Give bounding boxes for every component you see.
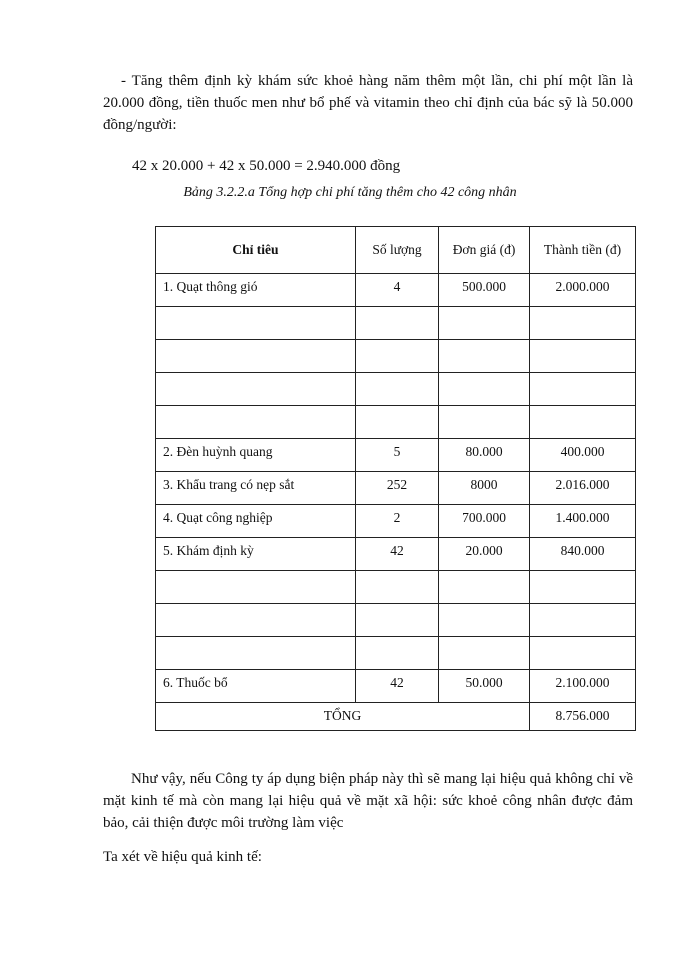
header-indicator: Chỉ tiêu bbox=[156, 227, 356, 274]
cell-unit-price bbox=[439, 373, 530, 406]
table-row bbox=[156, 274, 636, 307]
table-row bbox=[156, 538, 636, 571]
table-row bbox=[156, 604, 636, 637]
table-row bbox=[156, 307, 636, 340]
cell-amount: 2.100.000 bbox=[530, 670, 636, 703]
cell-indicator bbox=[156, 340, 356, 373]
total-label: TỔNG bbox=[156, 703, 530, 731]
cell-amount bbox=[530, 373, 636, 406]
table-header-row bbox=[156, 227, 636, 274]
cell-quantity bbox=[356, 307, 439, 340]
cell-indicator bbox=[156, 571, 356, 604]
cell-indicator: 4. Quạt công nghiệp bbox=[156, 505, 356, 538]
table-row bbox=[156, 571, 636, 604]
cell-indicator bbox=[156, 406, 356, 439]
table-row bbox=[156, 439, 636, 472]
cell-amount: 840.000 bbox=[530, 538, 636, 571]
cell-indicator bbox=[156, 604, 356, 637]
cell-unit-price: 500.000 bbox=[439, 274, 530, 307]
cell-unit-price: 50.000 bbox=[439, 670, 530, 703]
cell-indicator bbox=[156, 307, 356, 340]
cell-indicator bbox=[156, 373, 356, 406]
intro-paragraph: - Tăng thêm định kỳ khám sức khoẻ hàng năm thêm một lần, chi phí một lần là 20.000 đồng, tiền thuốc men như bổ phế và vitamin theo chỉ định của bác sỹ là 50.000 đồng/người: bbox=[103, 73, 633, 133]
table-row bbox=[156, 406, 636, 439]
cell-quantity: 42 bbox=[356, 670, 439, 703]
cell-unit-price bbox=[439, 571, 530, 604]
cell-quantity: 5 bbox=[356, 439, 439, 472]
cell-indicator: 3. Khẩu trang có nẹp sắt bbox=[156, 472, 356, 505]
cell-quantity bbox=[356, 604, 439, 637]
cell-unit-price: 20.000 bbox=[439, 538, 530, 571]
cell-unit-price bbox=[439, 406, 530, 439]
cell-indicator: 1. Quạt thông gió bbox=[156, 274, 356, 307]
cell-amount bbox=[530, 307, 636, 340]
cell-quantity: 252 bbox=[356, 472, 439, 505]
cell-amount bbox=[530, 340, 636, 373]
cell-unit-price: 700.000 bbox=[439, 505, 530, 538]
cell-unit-price: 8000 bbox=[439, 472, 530, 505]
cell-amount: 400.000 bbox=[530, 439, 636, 472]
cell-indicator: 6. Thuốc bổ bbox=[156, 670, 356, 703]
cell-quantity bbox=[356, 373, 439, 406]
cell-indicator: 2. Đèn huỳnh quang bbox=[156, 439, 356, 472]
cell-quantity bbox=[356, 571, 439, 604]
cost-summary-table bbox=[155, 226, 636, 731]
cell-unit-price bbox=[439, 307, 530, 340]
cell-indicator: 5. Khám định kỳ bbox=[156, 538, 356, 571]
table-row bbox=[156, 505, 636, 538]
total-value: 8.756.000 bbox=[530, 703, 636, 731]
cell-quantity: 4 bbox=[356, 274, 439, 307]
cell-unit-price bbox=[439, 637, 530, 670]
header-amount: Thành tiền (đ) bbox=[530, 227, 636, 274]
cell-indicator bbox=[156, 637, 356, 670]
cell-amount: 2.016.000 bbox=[530, 472, 636, 505]
cell-amount bbox=[530, 571, 636, 604]
table-body bbox=[156, 274, 636, 703]
cell-quantity bbox=[356, 406, 439, 439]
cell-quantity: 2 bbox=[356, 505, 439, 538]
table-row bbox=[156, 340, 636, 373]
cell-amount bbox=[530, 406, 636, 439]
cell-quantity bbox=[356, 637, 439, 670]
table-row bbox=[156, 637, 636, 670]
header-quantity: Số lượng bbox=[356, 227, 439, 274]
cell-amount: 1.400.000 bbox=[530, 505, 636, 538]
economic-effect-heading: Ta xét về hiệu quả kinh tế: bbox=[103, 849, 262, 865]
table-row bbox=[156, 373, 636, 406]
cost-formula: 42 x 20.000 + 42 x 50.000 = 2.940.000 đồng bbox=[132, 158, 401, 174]
table-row bbox=[156, 472, 636, 505]
conclusion-paragraph: Như vậy, nếu Công ty áp dụng biện pháp này thì sẽ mang lại hiệu quả không chỉ về mặt kinh tế mà còn mang lại hiệu quả về mặt xã hội: sức khoẻ công nhân được đảm bảo, cải thiện được môi trường làm việc bbox=[103, 771, 633, 831]
cell-quantity bbox=[356, 340, 439, 373]
header-unit-price: Đơn giá (đ) bbox=[439, 227, 530, 274]
cell-quantity: 42 bbox=[356, 538, 439, 571]
table-row bbox=[156, 670, 636, 703]
table-caption: Bảng 3.2.2.a Tổng hợp chi phí tăng thêm cho 42 công nhân bbox=[183, 185, 517, 200]
cell-unit-price bbox=[439, 340, 530, 373]
cell-amount: 2.000.000 bbox=[530, 274, 636, 307]
cell-unit-price: 80.000 bbox=[439, 439, 530, 472]
cell-amount bbox=[530, 604, 636, 637]
table-total-row bbox=[156, 703, 636, 731]
cell-unit-price bbox=[439, 604, 530, 637]
cell-amount bbox=[530, 637, 636, 670]
